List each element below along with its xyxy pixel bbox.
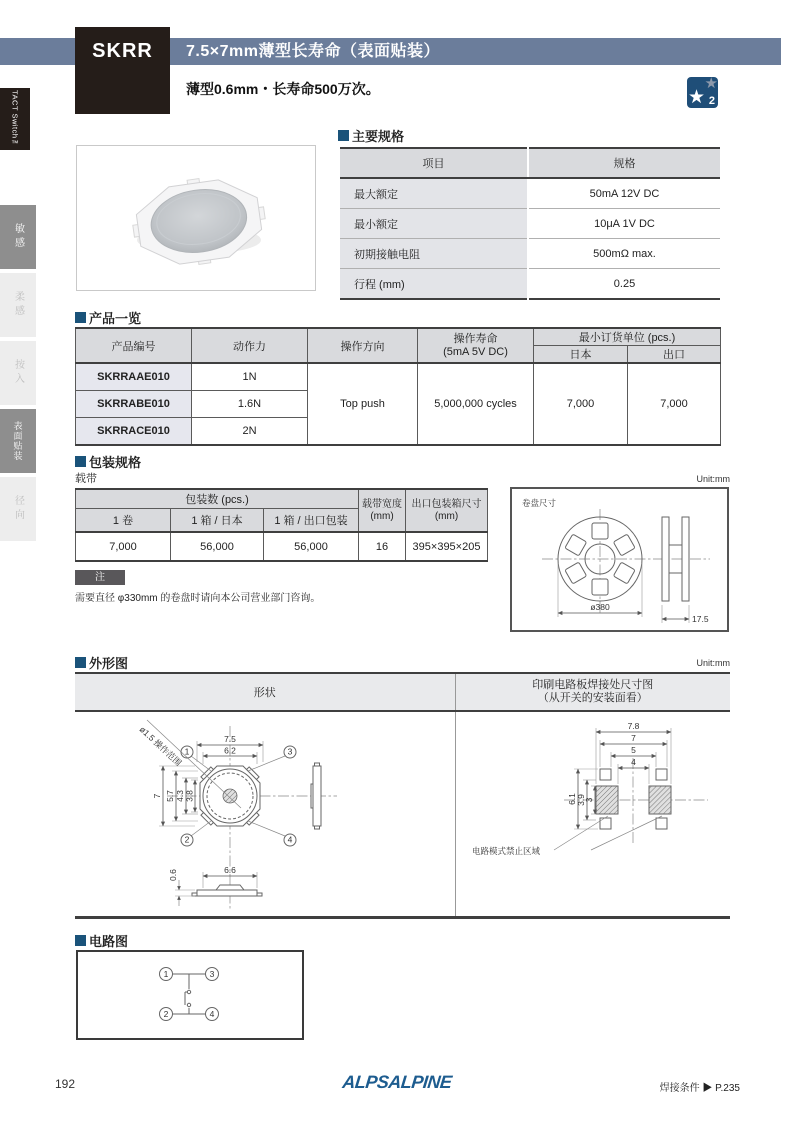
svg-text:电路模式禁止区域: 电路模式禁止区域 (471, 846, 540, 856)
spec-value: 500mΩ max. (528, 239, 720, 269)
svg-text:ø380: ø380 (590, 602, 610, 612)
carrier-tape-label: 载带 (75, 473, 97, 485)
export-box-size: 395×395×205 (406, 532, 488, 561)
table-row (76, 363, 721, 391)
operating-force: 1N (192, 363, 308, 391)
col-header-export-box: 出口包装箱尺寸 (mm) (406, 489, 488, 532)
tape-width: 16 (359, 532, 406, 561)
part-number: SKRRAAE010 (76, 363, 192, 391)
svg-text:2: 2 (163, 1008, 169, 1019)
packaging-table (75, 488, 488, 562)
part-number: SKRRACE010 (76, 418, 192, 446)
star-icon: ★ (688, 87, 706, 108)
svg-text:2: 2 (184, 834, 190, 845)
section-title-circuit: 电路图 (75, 931, 128, 950)
table-row (340, 209, 720, 239)
soldering-condition-ref[interactable]: 焊接条件 ▶ P.235 (659, 1083, 740, 1094)
svg-text:6.1: 6.1 (566, 793, 577, 805)
col-header-force: 动作力 (192, 328, 308, 363)
moq-export: 7,000 (628, 363, 721, 445)
col-header-life: 操作寿命 (5mA 5V DC) (418, 328, 534, 363)
section-marker-icon (75, 657, 86, 668)
svg-text:卷盘尺寸: 卷盘尺寸 (522, 498, 557, 508)
outline-shape-drawing (75, 714, 455, 914)
col-header-pcb: 印刷电路板焊接处尺寸图 （从开关的安装面看） (455, 673, 730, 711)
col-header-reel: 1 卷 (76, 509, 171, 533)
product-photo-box (76, 145, 316, 291)
col-header-tape-width: 载带宽度 (mm) (359, 489, 406, 532)
spec-value: 10μA 1V DC (528, 209, 720, 239)
circuit-diagram-box (76, 950, 304, 1040)
outline-table (75, 672, 730, 919)
svg-text:4: 4 (630, 757, 636, 767)
product-photo (77, 146, 315, 290)
svg-text:7: 7 (630, 733, 636, 743)
svg-text:7.8: 7.8 (627, 721, 639, 731)
svg-text:5.7: 5.7 (165, 790, 175, 802)
reel-dimension-box (510, 487, 729, 632)
section-title-outline: 外形图 (75, 653, 128, 672)
svg-text:4.3: 4.3 (175, 790, 185, 802)
col-header-moq: 最小订货单位 (pcs.) (534, 328, 721, 346)
sidebar-tab-smd[interactable]: 表面贴装 (0, 409, 36, 473)
svg-text:1: 1 (184, 746, 190, 757)
pcb-drawing-cell (455, 711, 730, 918)
operating-direction: Top push (308, 363, 418, 445)
svg-text:3: 3 (583, 797, 594, 803)
unit-label: Unit:mm (696, 474, 730, 484)
spec-value: 50mA 12V DC (528, 178, 720, 209)
col-header-shape: 形状 (75, 673, 455, 711)
operating-force: 2N (192, 418, 308, 446)
spec-label: 初期接触电阻 (340, 239, 528, 269)
svg-text:1: 1 (163, 968, 169, 979)
svg-text:4: 4 (209, 1008, 215, 1019)
table-row (340, 239, 720, 269)
part-number: SKRRABE010 (76, 391, 192, 418)
table-row (76, 532, 488, 561)
col-header-japan: 日本 (534, 346, 628, 364)
operating-force: 1.6N (192, 391, 308, 418)
unit-label: Unit:mm (696, 658, 730, 668)
shape-drawing-cell (75, 711, 455, 918)
table-row (340, 178, 720, 209)
sidebar-tab-radial[interactable]: 径向 (0, 477, 36, 541)
section-marker-icon (75, 456, 86, 467)
table-row (340, 269, 720, 300)
col-header-box-japan: 1 箱 / 日本 (171, 509, 264, 533)
svg-text:3.9: 3.9 (575, 794, 586, 806)
svg-text:3: 3 (287, 746, 293, 757)
col-header-qty-group: 包装数 (pcs.) (76, 489, 359, 509)
spec-label: 最大额定 (340, 178, 528, 209)
svg-text:3: 3 (209, 968, 215, 979)
page-number: 192 (55, 1077, 76, 1091)
svg-text:7: 7 (152, 793, 162, 799)
star-rating-badge (687, 77, 718, 108)
svg-text:ø1.5 操作范围: ø1.5 操作范围 (137, 724, 184, 768)
page-title: 7.5×7mm薄型长寿命（表面贴装） (186, 43, 440, 60)
section-title-specs: 主要规格 (338, 126, 404, 145)
operating-life: 5,000,000 cycles (418, 363, 534, 445)
sidebar-tab-push[interactable]: 按入 (0, 341, 36, 405)
section-marker-icon (75, 935, 86, 946)
sidebar-series-label: TACT Switch™ (10, 89, 20, 149)
star-icon: ★ (704, 75, 718, 92)
svg-text:3.8: 3.8 (184, 790, 195, 802)
pcb-pad-drawing (456, 714, 731, 914)
circuit-drawing (78, 952, 302, 1038)
star-count: 2 (708, 95, 715, 107)
svg-text:4: 4 (287, 834, 293, 845)
qty-per-box-export: 56,000 (264, 532, 359, 561)
section-marker-icon (338, 130, 349, 141)
spec-value: 0.25 (613, 277, 636, 290)
product-list-table (75, 327, 721, 446)
col-header-part: 产品编号 (76, 328, 192, 363)
svg-text:5: 5 (630, 745, 636, 755)
section-title-packaging: 包装规格 (75, 452, 141, 471)
spec-col-header: 规格 (528, 148, 720, 178)
col-header-box-export: 1 箱 / 出口包装 (264, 509, 359, 533)
qty-per-reel: 7,000 (76, 532, 171, 561)
note-text: 需要直径 φ330mm 的卷盘时请向本公司营业部门咨询。 (75, 593, 321, 604)
col-header-export: 出口 (628, 346, 721, 364)
sidebar-series-tab (0, 88, 30, 150)
spec-label: 行程 (mm) (340, 269, 528, 300)
series-code: SKRR (92, 40, 153, 62)
spec-label: 最小额定 (340, 209, 528, 239)
section-marker-icon (75, 312, 86, 323)
series-code-box (75, 27, 170, 114)
note-label: 注 (75, 570, 125, 585)
svg-text:17.5: 17.5 (692, 614, 709, 624)
brand-logo: ALPSALPINE (341, 1072, 453, 1092)
svg-text:6.6: 6.6 (224, 865, 236, 875)
sidebar-tab-sensitive[interactable]: 敏感 (0, 205, 36, 269)
section-title-products: 产品一览 (75, 308, 141, 327)
sidebar-tab-soft[interactable]: 柔感 (0, 273, 36, 337)
main-specs-table (340, 147, 720, 300)
page-subtitle: 薄型0.6mm・长寿命500万次。 (186, 81, 380, 97)
reel-drawing (512, 489, 727, 630)
svg-text:7.5: 7.5 (224, 734, 236, 744)
svg-text:0.6: 0.6 (168, 869, 178, 881)
col-header-direction: 操作方向 (308, 328, 418, 363)
qty-per-box-japan: 56,000 (171, 532, 264, 561)
moq-japan: 7,000 (534, 363, 628, 445)
svg-text:6.2: 6.2 (224, 745, 236, 756)
spec-col-header: 项目 (340, 148, 528, 178)
